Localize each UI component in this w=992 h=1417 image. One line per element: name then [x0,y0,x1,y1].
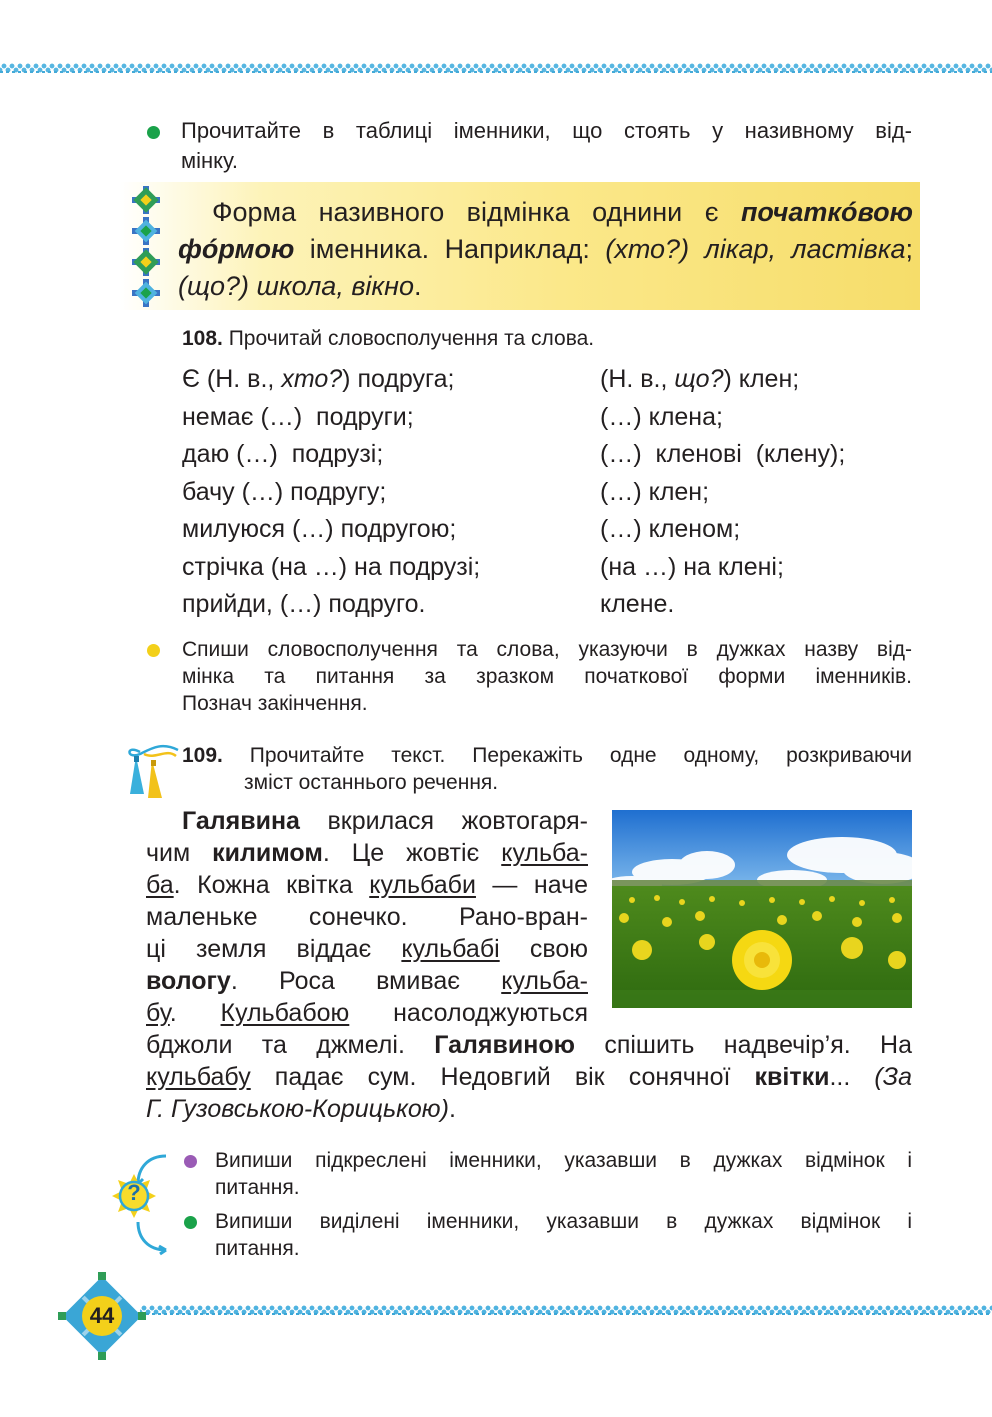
exercise-instruction: Прочитай словосполучення та слова. [222,327,595,350]
word-text: ) клен; [723,365,800,393]
story-source: Г. Гузовською-Корицькою) [146,1095,449,1123]
question-line: питання. [215,1237,300,1260]
story-text: чим [146,839,213,867]
question-line: Випиши підкреслені іменники, указавши в дужках відмінок і [215,1149,912,1172]
underlined-noun: кульба- [501,839,588,867]
word-row: (…) кленом; [600,515,741,543]
exercise-number: 109. [182,744,223,767]
exercise-108-title [182,327,594,351]
exercise-109-line [182,742,912,769]
underlined-noun: Кульбабою [220,999,350,1027]
intro-paragraph [181,116,912,176]
word-text: (Н. в., [600,365,675,393]
story-text: . [448,1095,456,1123]
rule-example-what: (що?) школа, вікно [178,271,415,301]
word-text: Є (Н. в., [182,365,282,393]
story-line [146,805,588,837]
story-text: бджоли та джмелі. [146,1031,435,1059]
top-ornament-border [0,62,992,84]
story-line [146,1029,912,1061]
story-text: . Роса вмиває [230,967,502,995]
story-text: вкрилася жовтогаря- [299,807,588,835]
bold-noun: вологу [146,967,231,995]
exercise-instruction: Прочитайте текст. Перекажіть одне одному, розкриваючи [222,744,912,767]
question-sun-icon [108,1148,186,1258]
rule-text [178,194,913,305]
story-line [146,965,588,997]
task-108-paragraph [182,636,912,717]
rule-part: . [414,271,422,301]
bold-noun: килимом [212,839,323,867]
green-bullet-icon [147,126,160,139]
word-row [600,361,845,399]
story-text: — наче [475,871,588,899]
task-line: мінка та питання за зразком початкової форми іменників. [182,665,912,688]
story-text: ... [829,1063,875,1091]
question-line: Випиши виділені іменники, указавши в дужках відмінок і [215,1210,912,1233]
story-text: падає сум. Недовгий вік сонячної [250,1063,755,1091]
word-text: ) подруга; [342,365,455,393]
exercise-109-title [182,742,912,796]
word-row: милуюся (…) подругою; [182,515,457,543]
rule-example-who: (хто?) лікар, ластівка [605,234,906,264]
word-question: що? [674,365,724,393]
question-badge-text: ? [127,1180,141,1205]
word-column-left [182,361,480,624]
word-row: (на …) на клені; [600,552,784,581]
question-line: питання. [215,1176,300,1199]
underlined-noun: кульбабу [146,1063,251,1091]
story-line [146,837,588,869]
underlined-noun: кульбаби [369,871,476,899]
task-line: Спиши словосполучення та слова, указуючи в дужках назву від- [182,638,912,661]
story-line [146,869,588,901]
story-text: спішить надвечір’я. На [574,1031,913,1059]
rule-part: Форма називного відмінка однини є [212,197,741,227]
story-text-narrow [146,805,588,1029]
underlined-noun: бу [146,999,170,1027]
bold-noun: Галявиною [434,1031,575,1059]
exercise-number: 108. [182,327,223,350]
rule-part: іменника. Наприклад: [294,234,606,264]
word-row: немає (…) подруги; [182,402,414,431]
word-row [182,361,480,399]
bottom-ornament-border [140,1304,992,1326]
page-number: 44 [89,1303,115,1328]
word-column-right [600,361,845,624]
word-row: клене. [600,590,675,618]
story-text: насолоджуються [349,999,588,1027]
question-2 [215,1208,912,1262]
story-line: маленьке сонечко. Рано-вран- [146,903,588,931]
green-bullet-icon [184,1216,197,1229]
story-text: свою [499,935,589,963]
exercise-109-line: зміст останнього речення. [244,771,499,794]
tassel-pair-icon [122,738,182,800]
story-line [146,997,588,1029]
task-line: Познач закінчення. [182,692,368,715]
story-text: . Це жовтіє [322,839,502,867]
word-row: (…) кленові (клену); [600,440,846,468]
question-1 [215,1147,912,1201]
word-row: (…) клен; [600,477,710,506]
story-text: . Кожна квітка [173,871,370,899]
dandelion-meadow-photo [612,810,912,1008]
word-row: бачу (…) подругу; [182,477,387,506]
story-source: (За [874,1063,912,1091]
yellow-bullet-icon [147,644,160,657]
story-line [146,933,588,965]
underlined-noun: ба [146,871,174,899]
word-row: (…) клена; [600,402,723,431]
word-row: прийди, (…) подруго. [182,590,426,618]
embroidery-ornament-icon [126,184,166,310]
story-text: . [169,999,221,1027]
word-question: хто? [281,365,343,393]
story-text: ці земля віддає [146,935,402,963]
intro-line-2: мінку. [181,148,238,173]
intro-line-1: Прочитайте в таблиці іменники, що стоять у називному від- [181,118,912,143]
story-line [146,1093,912,1125]
underlined-noun: кульбабі [401,935,500,963]
story-line [146,1061,912,1093]
underlined-noun: кульба- [501,967,588,995]
purple-bullet-icon [184,1155,197,1168]
word-row: даю (…) подрузі; [182,440,384,468]
story-text-wide [146,1029,912,1125]
word-row: стрічка (на …) на подрузі; [182,552,481,581]
bold-noun: Галявина [182,807,300,835]
rule-part: ; [905,234,913,264]
bold-noun: квітки [754,1063,830,1091]
rule-term: початкóвою фóрмою [178,197,913,264]
